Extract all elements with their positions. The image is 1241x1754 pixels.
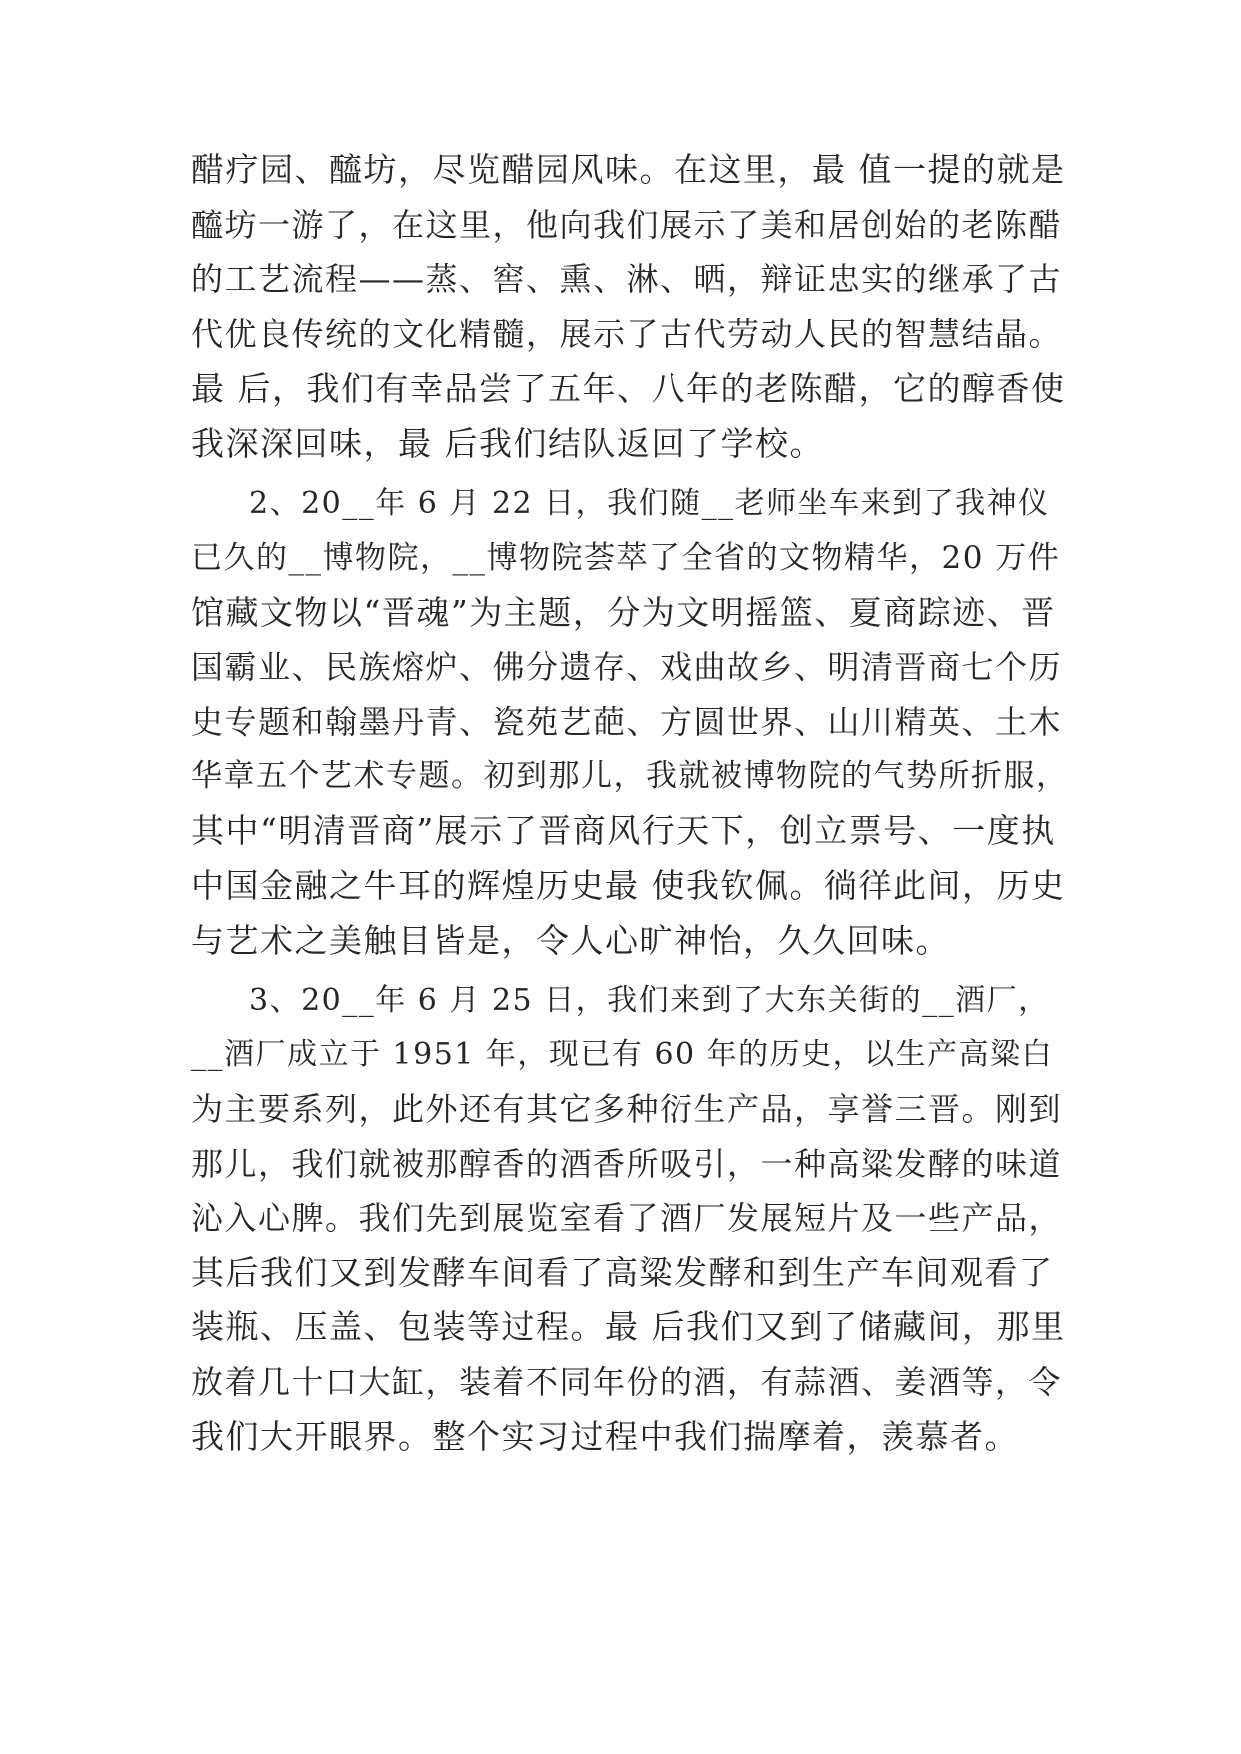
text-line: 醯坊一游了，在这里，他向我们展示了美和居创始的老陈醋 (191, 206, 1063, 244)
text-line: __酒厂成立于 1951 年，现已有 60 年的历史，以生产高粱白 (191, 1037, 1054, 1072)
text-line: 与艺术之美触目皆是，令人心旷神怡，久久回味。 (191, 921, 950, 960)
text-line: 为主要系列，此外还有其它多种衍生产品，享誉三晋。刚到 (191, 1090, 1063, 1128)
text-line: 沁入心脾。我们先到展览室看了酒厂发展短片及一些产品， (191, 1199, 1063, 1237)
text-line: 我们大开眼界。整个实习过程中我们揣摩着，羡慕者。 (191, 1417, 1019, 1456)
text-line: 其后我们又到发酵车间看了高粱发酵和到生产车间观看了 (191, 1253, 1054, 1292)
text-line: 已久的__博物院，__博物院荟萃了全省的文物精华，20 万件 (191, 540, 1061, 576)
text-line: 装瓶、压盖、包装等过程。最 后我们又到了储藏间，那里 (191, 1307, 1066, 1346)
text-line: 的工艺流程——蒸、窖、熏、淋、晒，辩证忠实的继承了古 (191, 260, 1063, 298)
text-line: 史专题和翰墨丹青、瓷苑艺葩、方圆世界、山川精英、土木 (191, 703, 1063, 741)
text-line: 华章五个艺术专题。初到那儿，我就被博物院的气势所折服， (191, 758, 1069, 794)
paragraph-start-line: 2、20__年 6 月 22 日，我们随__老师坐车来到了我神仪 (249, 486, 1050, 521)
text-line: 国霸业、民族熔炉、佛分遗存、戏曲故乡、明清晋商七个历 (191, 648, 1063, 686)
paragraph-start-line: 3、20__年 6 月 25 日，我们来到了大东关街的__酒厂， (249, 983, 1050, 1018)
text-line: 我深深回味，最 后我们结队返回了学校。 (191, 424, 824, 463)
text-line: 放着几十口大缸，装着不同年份的酒，有蒜酒、姜酒等，令 (191, 1363, 1063, 1401)
text-line: 代优良传统的文化精髓，展示了古代劳动人民的智慧结晶。 (191, 315, 1063, 353)
text-line: 醋疗园、醯坊，尽览醋园风味。在这里，最 值一提的就是 (191, 150, 1066, 189)
text-line: 那儿，我们就被那醇香的酒香所吸引，一种高粱发酵的味道 (191, 1145, 1063, 1183)
text-line: 其中“明清晋商”展示了晋商风行天下，创立票号、一度执 (191, 811, 1056, 850)
text-line: 最 后，我们有幸品尝了五年、八年的老陈醋，它的醇香使 (191, 369, 1066, 408)
text-line: 馆藏文物以“晋魂”为主题，分为文明摇篮、夏商踪迹、晋 (191, 593, 1056, 632)
text-line: 中国金融之牛耳的辉煌历史最 使我钦佩。徜徉此间，历史 (191, 866, 1066, 905)
